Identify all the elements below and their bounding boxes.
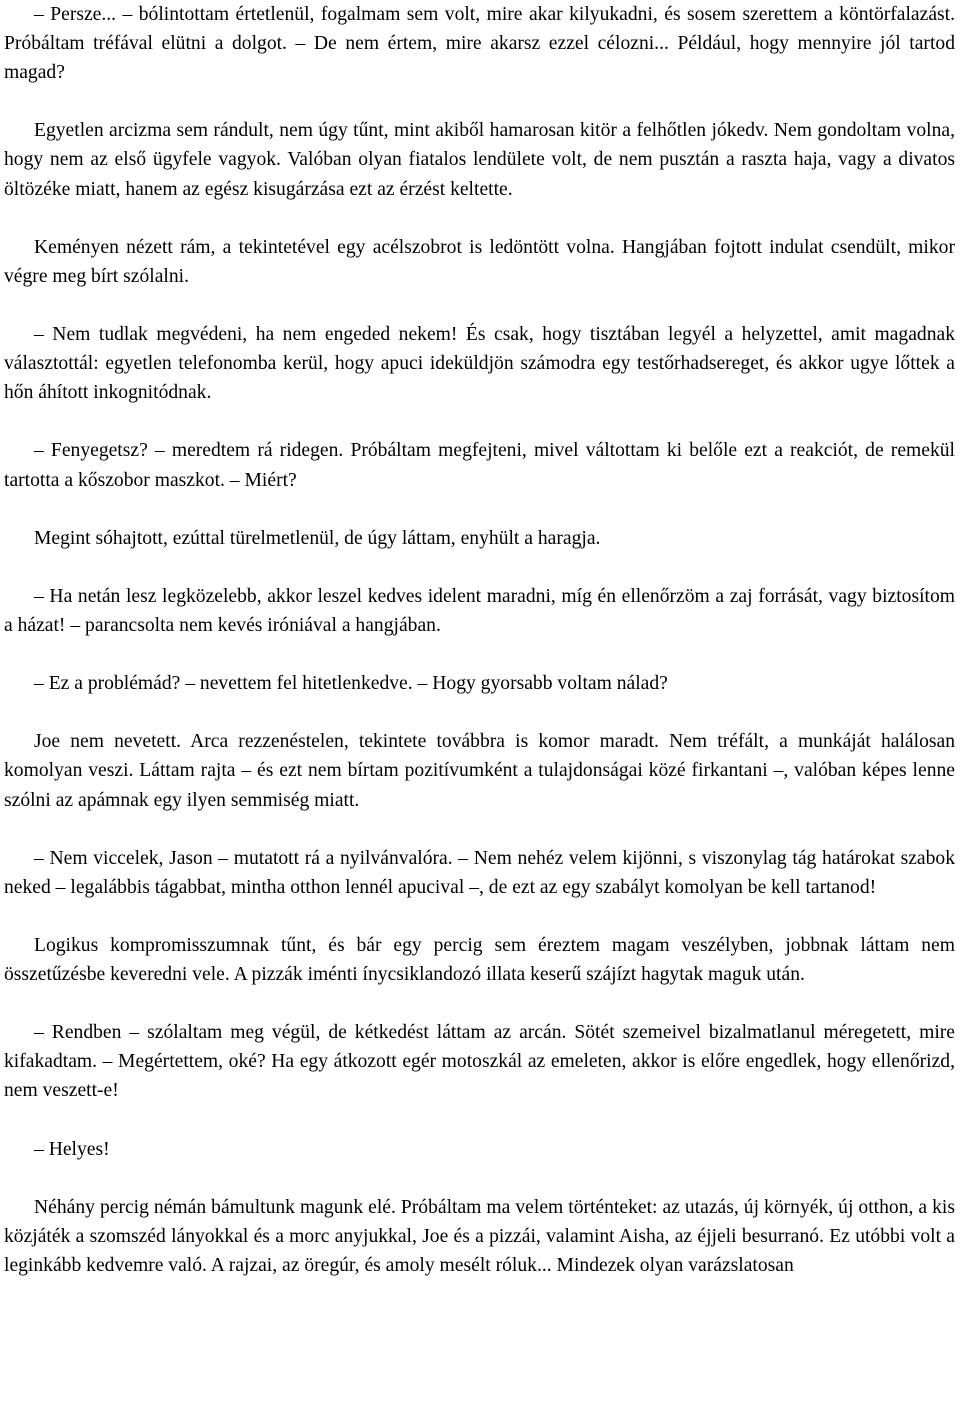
paragraph-10: – Nem viccelek, Jason – mutatott rá a nyilvánvalóra. – Nem nehéz velem kijönni, s viszonylag tág határokat szabok neked – legalábbis tágabbat, mintha otthon lennél apucival –, de ezt az egy szabályt komolyan be kell tartanod! bbox=[4, 847, 955, 898]
document-page bbox=[4, 0, 955, 1280]
paragraph-2: Egyetlen arcizma sem rándult, nem úgy tűnt, mint akiből hamarosan kitör a felhőtlen jókedv. Nem gondoltam volna, hogy nem az első ügyfele vagyok. Valóban olyan fiatalos lendülete volt, de nem pusztán a raszta haja, vagy a divatos öltözéke miatt, hanem az egész kisugárzása ezt az érzést keltette. bbox=[4, 120, 955, 200]
paragraph-spacer bbox=[4, 553, 955, 582]
paragraph-9: Joe nem nevetett. Arca rezzenéstelen, tekintete továbbra is komor maradt. Nem tréfált, a munkáját halálosan komolyan veszi. Láttam rajta – és ezt nem bírtam pozitívumként a tulajdonságai közé firkantani –, valóban képes lenne szólni az apámnak egy ilyen semmiség miatt. bbox=[4, 731, 955, 811]
paragraph-13: – Helyes! bbox=[34, 1138, 110, 1160]
paragraph-spacer bbox=[4, 1106, 955, 1135]
paragraph-11: Logikus kompromisszumnak tűnt, és bár egy percig sem éreztem magam veszélyben, jobbnak láttam nem összetűzésbe keveredni vele. A pizzák iménti ínycsiklandozó illata keserű szájízt hagytak maguk után. bbox=[4, 935, 955, 986]
paragraph-spacer bbox=[4, 815, 955, 844]
paragraph-7: – Ha netán lesz legközelebb, akkor leszel kedves idelent maradni, míg én ellenőrzöm a zaj forrását, vagy biztosítom a házat! – parancsolta nem kevés iróniával a hangjában. bbox=[4, 585, 955, 636]
paragraph-3: Keményen nézett rám, a tekintetével egy acélszobrot is ledöntött volna. Hangjában fojtott indulat csendült, mikor végre meg bírt szólalni. bbox=[4, 236, 955, 287]
paragraph-spacer bbox=[4, 902, 955, 931]
paragraph-spacer bbox=[4, 495, 955, 524]
paragraph-12: – Rendben – szólaltam meg végül, de kétkedést láttam az arcán. Sötét szemeivel bizalmatlanul méregetett, mire kifakadtam. – Megértettem, oké? Ha egy átkozott egér motoszkál az emeleten, akkor is előre engedlek, hogy ellenőrizd, nem veszett-e! bbox=[4, 1022, 955, 1102]
paragraph-14: Néhány percig némán bámultunk magunk elé. Próbáltam ma velem történteket: az utazás, új környék, új otthon, a kis közjáték a szomszéd lányokkal és a morc anyjukkal, Joe és a pizzái, valamint Aisha, az éjjeli besurranó. Ez utóbbi volt a leginkább kedvemre való. A rajzai, az öregúr, és amoly mesélt róluk... Mindezek olyan varázslatosan bbox=[4, 1196, 955, 1277]
paragraph-spacer bbox=[4, 1164, 955, 1193]
paragraph-5: – Fenyegetsz? – meredtem rá ridegen. Próbáltam megfejteni, mivel váltottam ki belőle ezt a reakciót, de remekül tartotta a kőszobor maszkot. – Miért? bbox=[4, 440, 955, 491]
paragraph-4: – Nem tudlak megvédeni, ha nem engeded nekem! És csak, hogy tisztában legyél a helyzettel, amit magadnak választottál: egyetlen telefonomba kerül, hogy apuci ideküldjön számodra egy testőrhadsereget, és akkor ugye lőttek a hőn áhított inkognitódnak. bbox=[4, 324, 955, 404]
paragraph-spacer bbox=[4, 640, 955, 669]
paragraph-spacer bbox=[4, 407, 955, 436]
paragraph-8: – Ez a problémád? – nevettem fel hitetlenkedve. – Hogy gyorsabb voltam nálad? bbox=[34, 673, 668, 695]
paragraph-spacer bbox=[4, 698, 955, 727]
paragraph-spacer bbox=[4, 989, 955, 1018]
paragraph-6: Megint sóhajtott, ezúttal türelmetlenül, de úgy láttam, enyhült a haragja. bbox=[34, 527, 601, 549]
paragraph-spacer bbox=[4, 291, 955, 320]
paragraph-spacer bbox=[4, 87, 955, 116]
paragraph-1: – Persze... – bólintottam értetlenül, fogalmam sem volt, mire akar kilyukadni, és sosem szerettem a köntörfalazást. Próbáltam tréfával elütni a dolgot. – De nem értem, mire akarsz ezzel célozni... Például, hogy mennyire jól tartod magad? bbox=[4, 4, 955, 84]
paragraph-spacer bbox=[4, 204, 955, 233]
